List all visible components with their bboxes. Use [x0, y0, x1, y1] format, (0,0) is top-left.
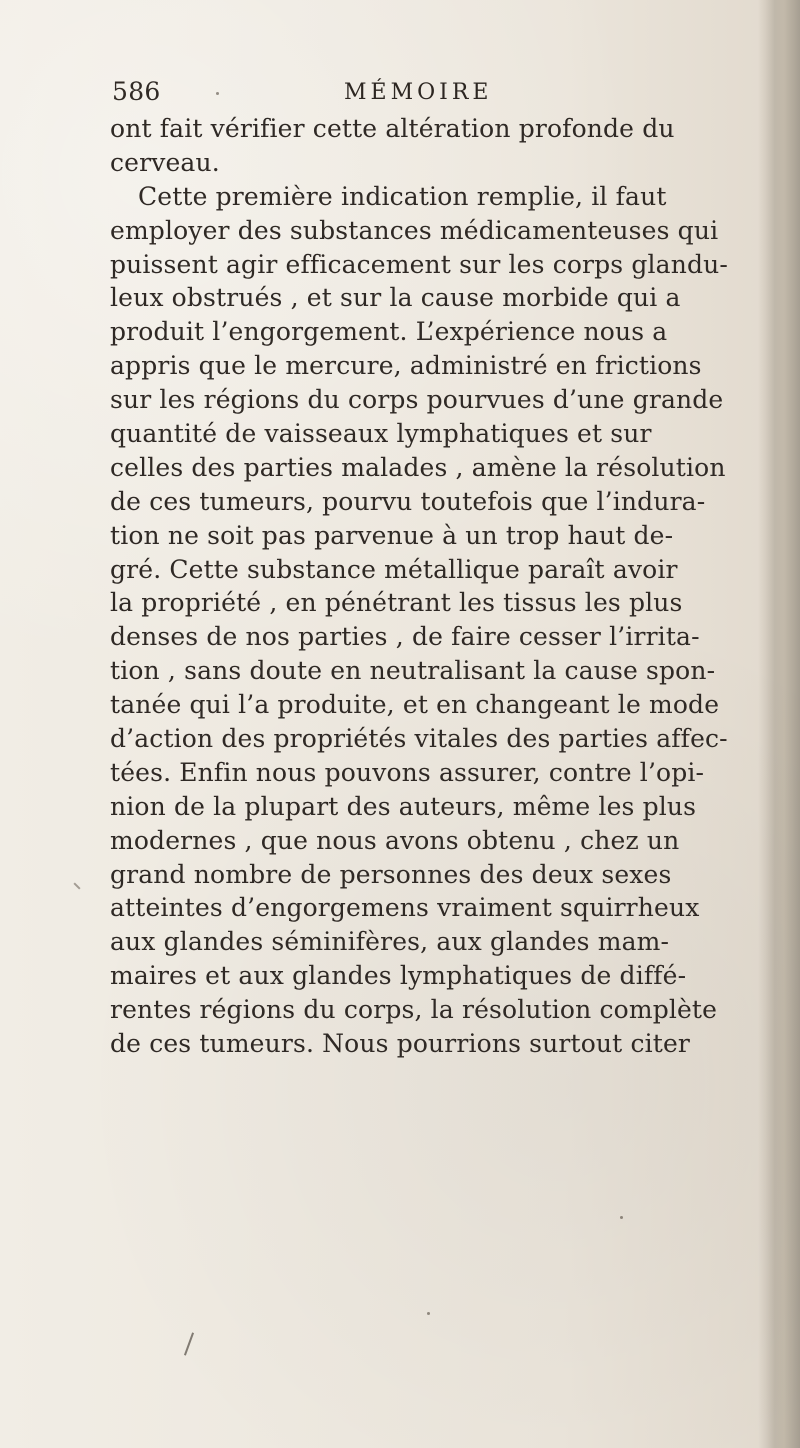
text-line: maires et aux glandes lymphatiques de diffé-	[110, 961, 687, 991]
text-line: denses de nos parties , de faire cesser l’irrita-	[110, 622, 700, 652]
text-line: cerveau.	[110, 147, 220, 177]
text-line: aux glandes séminifères, aux glandes mam-	[110, 927, 670, 957]
text-line: rentes régions du corps, la résolution complète	[110, 995, 718, 1025]
text-line: celles des parties malades , amène la résolution	[110, 452, 726, 482]
page-header	[112, 76, 732, 116]
text-line: nion de la plupart des auteurs, même les plus	[110, 791, 697, 821]
text-line: employer des substances médicamenteuses qui	[110, 215, 719, 245]
text-line: grand nombre de personnes des deux sexes	[110, 859, 672, 889]
text-line: tion , sans doute en neutralisant la cause spon-	[110, 656, 716, 686]
text-line: de ces tumeurs. Nous pourrions surtout citer	[110, 1029, 690, 1059]
pencil-mark	[184, 1332, 194, 1355]
text-line: sur les régions du corps pourvues d’une grande	[110, 385, 724, 415]
text-line: leux obstrués , et sur la cause morbide qui a	[110, 283, 681, 313]
text-line: gré. Cette substance métallique paraît avoir	[110, 554, 678, 584]
paper-speck	[620, 1216, 623, 1219]
text-line: tanée qui l’a produite, et en changeant le mode	[110, 690, 720, 720]
text-line: tion ne soit pas parvenue à un trop haut de-	[110, 520, 674, 550]
text-line: quantité de vaisseaux lymphatiques et sur	[110, 419, 652, 449]
text-line: d’action des propriétés vitales des parties affec-	[110, 724, 728, 754]
text-line: ont fait vérifier cette altération profonde du	[110, 114, 675, 143]
text-line: appris que le mercure, administré en frictions	[110, 351, 702, 381]
text-line: de ces tumeurs, pourvu toutefois que l’indura-	[110, 486, 706, 516]
page-binding-shadow	[758, 0, 800, 1448]
paragraph-start-line: Cette première indication remplie, il faut	[138, 181, 667, 211]
paper-speck	[427, 1312, 430, 1315]
body-text	[110, 112, 738, 1061]
page-number: 586	[112, 77, 161, 106]
text-line: tées. Enfin nous pouvons assurer, contre l’opi-	[110, 757, 705, 787]
running-title: MÉMOIRE	[344, 80, 493, 105]
ink-mark	[73, 882, 80, 889]
paper-speck	[216, 92, 219, 95]
text-line: produit l’engorgement. L’expérience nous a	[110, 317, 668, 347]
text-line: la propriété , en pénétrant les tissus les plus	[110, 588, 683, 618]
text-line: atteintes d’engorgemens vraiment squirrheux	[110, 893, 700, 923]
text-line: puissent agir efficacement sur les corps glandu-	[110, 249, 728, 279]
text-line: modernes , que nous avons obtenu , chez un	[110, 825, 680, 855]
